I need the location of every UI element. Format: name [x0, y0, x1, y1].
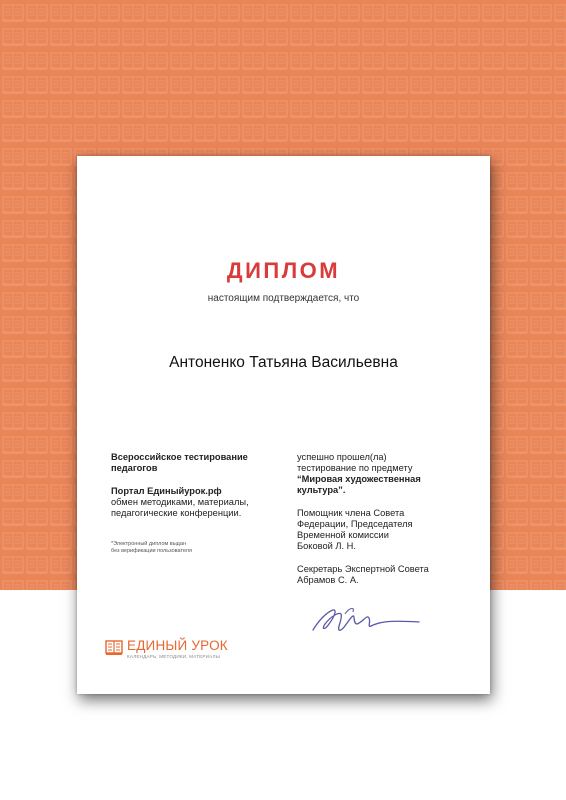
subject-line-2: культура”.: [297, 485, 346, 495]
event-line-2: педагогов: [111, 463, 158, 473]
secretary-line-1: Секретарь Экспертной Совета: [297, 564, 429, 574]
achievement-info: [297, 452, 477, 586]
portal-desc-2: педагогические конференции.: [111, 508, 242, 518]
diploma-sheet: [77, 156, 490, 694]
book-logo-icon: [105, 640, 123, 656]
recipient-name: Антоненко Татьяна Васильевна: [169, 354, 398, 371]
portal-desc-1: обмен методиками, материалы,: [111, 497, 249, 507]
verification-note: [111, 541, 261, 555]
logo: [105, 638, 275, 668]
assistant-line-3: Временной комиссии: [297, 530, 389, 540]
logo-name: ЕДИНЫЙ УРОК: [127, 638, 228, 653]
assistant-line-4: Боковой Л. Н.: [297, 541, 356, 551]
assistant-line-2: Федерации, Председателя: [297, 519, 413, 529]
diploma-title: ДИПЛОМ: [226, 258, 341, 283]
secretary-line-2: Абрамов С. А.: [297, 575, 359, 585]
portal-name: Портал Единыйурок.рф: [111, 486, 222, 496]
subject-line-1: “Мировая художественная: [297, 474, 421, 484]
event-info: [111, 452, 281, 519]
diploma-subtitle: настоящим подтверждается, что: [207, 293, 360, 304]
note-line-2: без верификации пользователя: [111, 548, 192, 554]
signature: [309, 600, 424, 640]
logo-tagline: КАЛЕНДАРЬ, МЕТОДИКИ, МАТЕРИАЛЫ: [127, 654, 220, 659]
note-line-1: *Электронный диплом выдан: [111, 541, 186, 547]
testing-line: тестирование по предмету: [297, 463, 413, 473]
passed-line: успешно прошел(ла): [297, 452, 387, 462]
assistant-line-1: Помощник члена Совета: [297, 508, 405, 518]
event-line-1: Всероссийское тестирование: [111, 452, 248, 462]
